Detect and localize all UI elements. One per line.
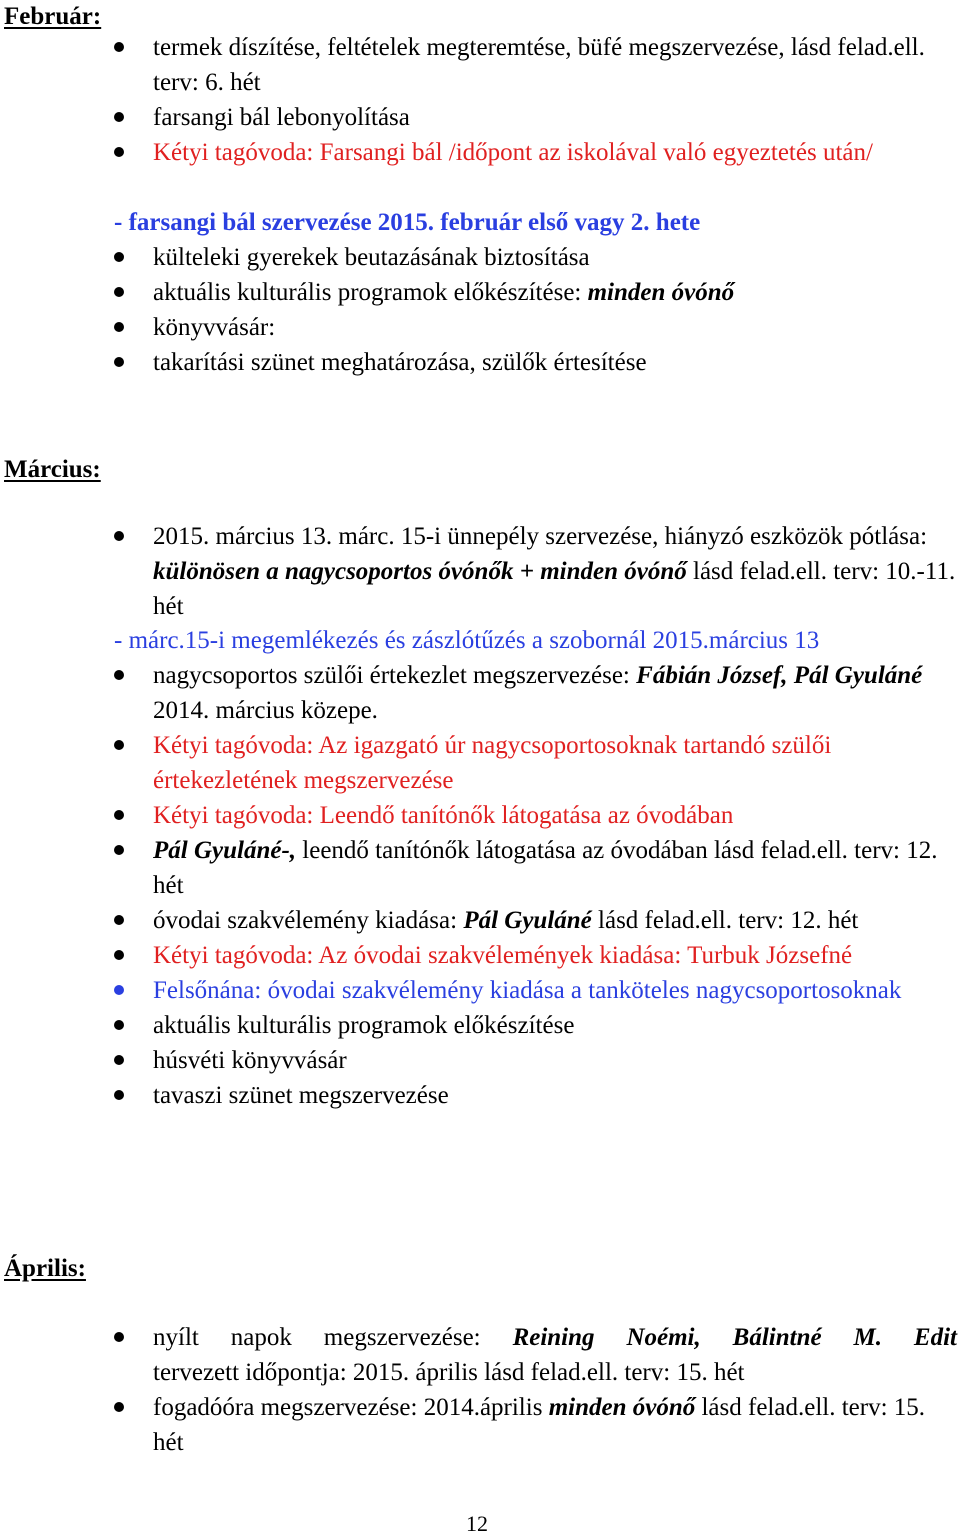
bullet-icon [114,1055,124,1065]
bullet-icon [114,1090,124,1100]
item-text-part: lásd felad.ell. terv: 12. hét [591,907,859,934]
item-text: könyvvásár: [153,314,276,341]
bullet-icon [114,670,124,680]
list-item [0,240,960,275]
item-text [153,833,957,903]
section-heading-februar: Február: [4,3,102,30]
bullet-icon [114,357,124,367]
bullet-icon [114,985,124,995]
list-item [0,345,960,380]
item-text-part: leendő tanítónők látogatása az óvodában lásd felad.ell. terv: 12. hét [153,837,938,899]
list-item [0,1008,960,1043]
list-item [0,100,960,135]
list-item [0,833,960,903]
item-text: tavaszi szünet megszervezése [153,1082,449,1109]
responsible-person: különösen a nagycsoportos óvónők + minden óvónő [153,558,687,585]
item-text-part: fogadóóra megszervezése: 2014.április [153,1394,549,1421]
list-item [0,1390,960,1460]
list-item [0,938,960,973]
bullet-icon [114,810,124,820]
bullet-icon [114,845,124,855]
responsible-person: Pál Gyuláné [463,907,592,934]
item-text [153,1390,957,1460]
item-text: aktuális kulturális programok előkészítése [153,1012,575,1039]
bullet-icon [114,1402,124,1412]
item-text: Kétyi tagóvoda: Farsangi bál /időpont az iskolával való egyeztetés után/ [153,139,873,166]
item-text: Kétyi tagóvoda: Az óvodai szakvélemények kiadása: Turbuk Józsefné [153,942,853,969]
section-heading-marcius: Március: [4,456,101,483]
bullet-icon [114,915,124,925]
februar-list [0,30,960,170]
list-item [0,973,960,1008]
list-item [0,30,960,100]
item-text: takarítási szünet meghatározása, szülők értesítése [153,349,647,376]
bullet-icon [114,1332,124,1342]
section-heading-aprilis: Április: [4,1255,86,1282]
item-text [153,903,957,938]
bullet-icon [114,1020,124,1030]
bullet-icon [114,252,124,262]
bullet-icon [114,531,124,541]
list-item [0,903,960,938]
item-text: húsvéti könyvvásár [153,1047,347,1074]
item-text [153,275,957,310]
februar-list-2 [0,240,960,380]
bullet-icon [114,112,124,122]
item-text-part: 2014. március közepe. [153,697,378,724]
list-item [0,519,960,624]
bullet-icon [114,42,124,52]
bullet-icon [114,287,124,297]
page-number: 12 [466,1511,488,1536]
list-item [0,1043,960,1078]
list-item [0,658,960,728]
responsible-person: Reining Noémi, Bálintné M. Edit [512,1324,957,1351]
list-item [0,728,960,798]
item-text: farsangi bál lebonyolítása [153,104,410,131]
list-item [0,798,960,833]
item-text-part: lásd felad.ell. terv: 15. hét [153,1394,926,1456]
responsible-person: minden óvónő [548,1394,696,1421]
responsible-person: Fábián József, Pál Gyuláné [636,662,923,689]
marcius-list-2 [0,658,960,1113]
bullet-icon [114,147,124,157]
item-text [153,658,957,728]
item-text-part: 2015. március 13. márc. 15-i ünnepély szervezése, hiányzó eszközök pótlása: [153,523,928,550]
bullet-icon [114,322,124,332]
item-text [153,519,957,624]
list-item [0,275,960,310]
item-text: Felsőnána: óvodai szakvélemény kiadása a tanköteles nagycsoportosoknak [153,977,902,1004]
item-text: külteleki gyerekek beutazásának biztosítása [153,244,590,271]
list-item [0,1320,960,1390]
responsible-person: minden óvónő [587,279,735,306]
list-item [0,1078,960,1113]
list-item [0,135,960,170]
responsible-person: Pál Gyuláné-, [153,837,297,864]
bullet-icon [114,950,124,960]
aprilis-list [0,1320,960,1460]
dash-note-megemlekezes: - márc.15-i megemlékezés és zászlótűzés a szobornál 2015.március 13 [114,627,820,654]
item-text [153,1320,957,1390]
marcius-list [0,519,960,624]
item-text: Kétyi tagóvoda: Az igazgató úr nagycsoportosoknak tartandó szülői értekezletének megszervezése [153,732,832,794]
list-item [0,310,960,345]
item-text-part: óvodai szakvélemény kiadása: [153,907,464,934]
item-text-part: aktuális kulturális programok előkészítése: [153,279,588,306]
item-text: termek díszítése, feltételek megteremtése, büfé megszervezése, lásd felad.ell. terv: 6. hét [153,34,925,96]
item-text-part: nyílt napok megszervezése: [153,1324,513,1351]
item-text: Kétyi tagóvoda: Leendő tanítónők látogatása az óvodában [153,802,734,829]
item-line: tervezett időpontja: 2015. április lásd felad.ell. terv: 15. hét [153,1359,745,1386]
item-text-part: lásd felad.ell. terv: 10.-11. hét [153,558,956,620]
item-text-part: nagycsoportos szülői értekezlet megszervezése: [153,662,637,689]
dash-note-farsang: - farsangi bál szervezése 2015. február első vagy 2. hete [114,209,701,236]
item-line [153,1320,957,1355]
bullet-icon [114,740,124,750]
